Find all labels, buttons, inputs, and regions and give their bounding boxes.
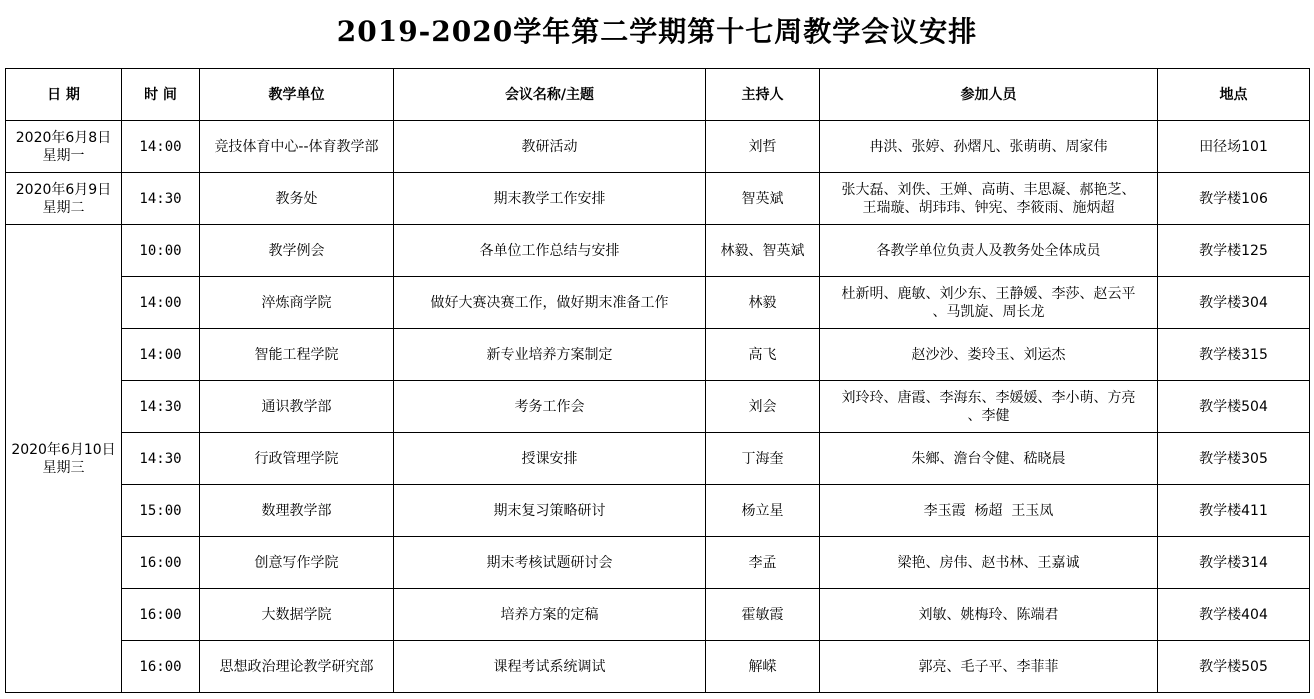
host-cell: 霍敏霞	[706, 589, 820, 641]
unit-cell: 淬炼商学院	[200, 277, 394, 329]
host-cell: 刘会	[706, 381, 820, 433]
attendees-cell	[820, 277, 1158, 329]
table-row	[6, 329, 1310, 381]
host-cell: 李孟	[706, 537, 820, 589]
topic-cell: 做好大赛决赛工作，做好期末准备工作	[394, 277, 706, 329]
weekday-text: 星期三	[42, 459, 85, 476]
host-cell: 丁海奎	[706, 433, 820, 485]
location-cell: 教学楼106	[1158, 173, 1310, 225]
unit-cell: 智能工程学院	[200, 329, 394, 381]
location-cell: 教学楼411	[1158, 485, 1310, 537]
location-cell: 教学楼404	[1158, 589, 1310, 641]
host-cell: 高飞	[706, 329, 820, 381]
location-cell: 教学楼314	[1158, 537, 1310, 589]
unit-cell: 创意写作学院	[200, 537, 394, 589]
location-cell: 教学楼505	[1158, 641, 1310, 693]
topic-cell: 新专业培养方案制定	[394, 329, 706, 381]
location-cell: 教学楼504	[1158, 381, 1310, 433]
unit-cell: 行政管理学院	[200, 433, 394, 485]
header-unit: 教学单位	[200, 69, 394, 121]
attendees-line: 郭亮、毛子平、李菲菲	[918, 658, 1059, 675]
table-row	[6, 641, 1310, 693]
date-text: 2020年6月8日	[15, 129, 112, 146]
attendees-cell	[820, 173, 1158, 225]
header-row	[6, 69, 1310, 121]
host-cell: 解嵘	[706, 641, 820, 693]
unit-cell: 教学例会	[200, 225, 394, 277]
location-cell: 田径场101	[1158, 121, 1310, 173]
header-attendees: 参加人员	[820, 69, 1158, 121]
time-cell: 14:00	[122, 121, 200, 173]
date-cell	[6, 225, 122, 693]
attendees-line: 王瑞璇、胡玮玮、钟宪、李筱雨、施炳超	[862, 199, 1115, 216]
table-row	[6, 433, 1310, 485]
attendees-line: 李玉霞 杨超 王玉凤	[923, 502, 1054, 519]
attendees-line: 刘玲玲、唐霞、李海东、李媛媛、李小萌、方亮	[841, 389, 1136, 406]
time-cell: 14:00	[122, 277, 200, 329]
header-topic: 会议名称/主题	[394, 69, 706, 121]
attendees-line: 朱鄉、澹台令健、嵇晓晨	[911, 450, 1066, 467]
header-location: 地点	[1158, 69, 1310, 121]
host-cell: 杨立星	[706, 485, 820, 537]
date-text: 2020年6月9日	[15, 181, 112, 198]
table-row	[6, 589, 1310, 641]
time-cell: 14:00	[122, 329, 200, 381]
time-cell: 15:00	[122, 485, 200, 537]
topic-cell: 授课安排	[394, 433, 706, 485]
unit-cell: 竞技体育中心--体育教学部	[200, 121, 394, 173]
date-cell	[6, 173, 122, 225]
attendees-line: 、李健	[967, 407, 1010, 424]
attendees-line: 张大磊、刘佚、王婵、高萌、丰思凝、郝艳芝、	[841, 181, 1136, 198]
header-time: 时 间	[122, 69, 200, 121]
attendees-cell	[820, 225, 1158, 277]
table-row	[6, 537, 1310, 589]
attendees-line: 冉洪、张婷、孙熠凡、张萌萌、周家伟	[869, 138, 1108, 155]
topic-cell: 教研活动	[394, 121, 706, 173]
table-row	[6, 485, 1310, 537]
date-cell	[6, 121, 122, 173]
topic-cell: 考务工作会	[394, 381, 706, 433]
unit-cell: 数理教学部	[200, 485, 394, 537]
unit-cell: 大数据学院	[200, 589, 394, 641]
attendees-line: 各教学单位负责人及教务处全体成员	[876, 242, 1101, 259]
unit-cell: 教务处	[200, 173, 394, 225]
unit-cell: 通识教学部	[200, 381, 394, 433]
time-cell: 10:00	[122, 225, 200, 277]
attendees-line: 赵沙沙、娄玲玉、刘运杰	[911, 346, 1066, 363]
time-cell: 16:00	[122, 589, 200, 641]
page-title: 2019-2020学年第二学期第十七周教学会议安排	[336, 15, 978, 48]
topic-cell: 期末教学工作安排	[394, 173, 706, 225]
topic-cell: 各单位工作总结与安排	[394, 225, 706, 277]
weekday-text: 星期一	[42, 147, 85, 164]
topic-cell: 期末考核试题研讨会	[394, 537, 706, 589]
unit-cell: 思想政治理论教学研究部	[200, 641, 394, 693]
table-row	[6, 277, 1310, 329]
attendees-cell	[820, 433, 1158, 485]
time-cell: 14:30	[122, 173, 200, 225]
table-row	[6, 173, 1310, 225]
location-cell: 教学楼305	[1158, 433, 1310, 485]
attendees-cell	[820, 485, 1158, 537]
host-cell: 林毅、智英斌	[706, 225, 820, 277]
attendees-cell	[820, 329, 1158, 381]
header-date: 日 期	[6, 69, 122, 121]
location-cell: 教学楼315	[1158, 329, 1310, 381]
date-text: 2020年6月10日	[11, 441, 116, 458]
table-row	[6, 381, 1310, 433]
time-cell: 16:00	[122, 641, 200, 693]
attendees-line: 刘敏、姚梅玲、陈端君	[918, 606, 1059, 623]
attendees-cell	[820, 589, 1158, 641]
attendees-line: 杜新明、鹿敏、刘少东、王静媛、李莎、赵云平	[841, 285, 1136, 302]
time-cell: 14:30	[122, 381, 200, 433]
attendees-line: 、马凯旋、周长龙	[932, 303, 1045, 320]
table-row	[6, 121, 1310, 173]
header-host: 主持人	[706, 69, 820, 121]
host-cell: 林毅	[706, 277, 820, 329]
attendees-cell	[820, 537, 1158, 589]
location-cell: 教学楼304	[1158, 277, 1310, 329]
topic-cell: 培养方案的定稿	[394, 589, 706, 641]
attendees-line: 梁艳、房伟、赵书林、王嘉诚	[897, 554, 1080, 571]
time-cell: 14:30	[122, 433, 200, 485]
meeting-schedule-table	[5, 68, 1310, 693]
attendees-cell	[820, 381, 1158, 433]
attendees-cell	[820, 641, 1158, 693]
host-cell: 智英斌	[706, 173, 820, 225]
table-row	[6, 225, 1310, 277]
weekday-text: 星期二	[42, 199, 85, 216]
topic-cell: 期末复习策略研讨	[394, 485, 706, 537]
host-cell: 刘哲	[706, 121, 820, 173]
location-cell: 教学楼125	[1158, 225, 1310, 277]
topic-cell: 课程考试系统调试	[394, 641, 706, 693]
time-cell: 16:00	[122, 537, 200, 589]
attendees-cell	[820, 121, 1158, 173]
